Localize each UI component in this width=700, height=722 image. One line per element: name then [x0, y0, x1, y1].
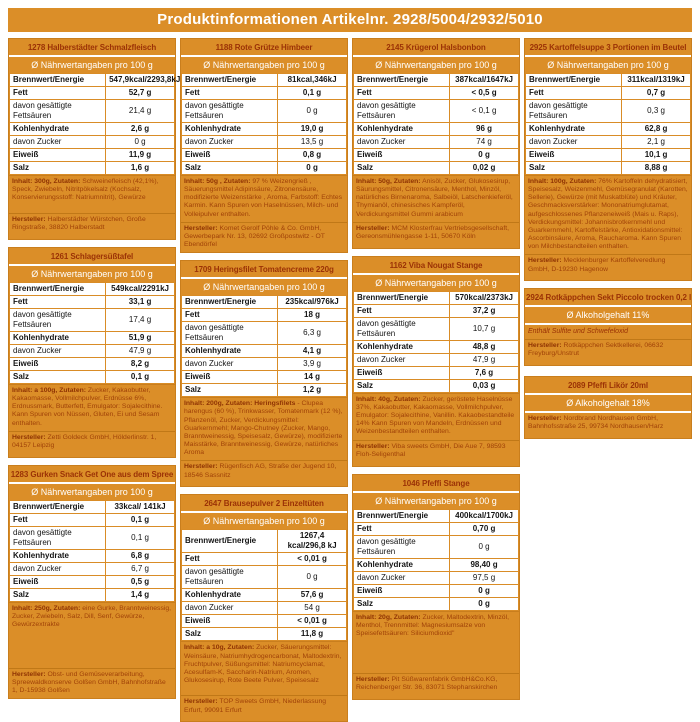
table-row: [354, 291, 519, 304]
table-row: [354, 340, 519, 353]
table-row: [182, 553, 347, 566]
table-row: [182, 589, 347, 602]
nutrition-row-label: Fett: [10, 296, 106, 309]
nutrition-row-value: 0,8 g: [278, 149, 347, 162]
table-row: [182, 87, 347, 100]
nutrition-row-value: 17,4 g: [106, 309, 175, 332]
ingredients-text: Inhalt: 40g, Zutaten: Zucker, geröstete Haselnüsse 37%, Kakaobutter, Kakaomasse, Vollmilchpulver, Emulgator: Sojalecithine, Vanillin. Kakaobestandteile 14% Kann Spuren von Mandeln, Erdnüssen und Weizenbestandteilen enthalten.: [353, 393, 519, 440]
nutrition-row-label: Salz: [526, 162, 622, 175]
nutrition-row-label: Kohlenhydrate: [182, 589, 278, 602]
nutrition-row-label: davon gesättigte Fettsäuren: [182, 100, 278, 123]
nutrition-row-value: 19,0 g: [278, 123, 347, 136]
nutrition-row-value: 10,7 g: [450, 317, 519, 340]
nutrition-row-label: Salz: [182, 162, 278, 175]
table-row: [10, 562, 175, 575]
nutrition-per-100g-label: Ø Nährwertangaben pro 100 g: [9, 266, 175, 282]
nutrition-row-value: 1,2 g: [278, 384, 347, 397]
nutrition-row-value: 4,1 g: [278, 345, 347, 358]
nutrition-row-value: 0 g: [450, 597, 519, 610]
nutrition-row-value: 96 g: [450, 123, 519, 136]
nutrition-table: [525, 73, 691, 175]
nutrition-row-value: 387kcal/1647kJ: [450, 74, 519, 87]
product-card-2647: [180, 494, 348, 722]
table-row: [10, 332, 175, 345]
product-card-title: 2925 Kartoffelsuppe 3 Portionen im Beutel: [525, 39, 691, 57]
nutrition-row-value: < 0,01 g: [278, 615, 347, 628]
column-1: [8, 38, 181, 699]
nutrition-table: [9, 282, 175, 384]
nutrition-row-label: Fett: [354, 87, 450, 100]
nutrition-per-100g-label: Ø Nährwertangaben pro 100 g: [353, 275, 519, 291]
table-row: [182, 628, 347, 641]
nutrition-row-value: 62,8 g: [622, 123, 691, 136]
nutrition-row-label: Kohlenhydrate: [182, 345, 278, 358]
product-card-title: 1278 Halberstädter Schmalzfleisch: [9, 39, 175, 57]
table-row: [182, 530, 347, 553]
product-card-title: 2089 Pfeffi Likör 20ml: [525, 377, 691, 395]
nutrition-row-label: davon gesättigte Fettsäuren: [182, 566, 278, 589]
ingredients-text: Inhalt: 50g , Zutaten: 97 % Weizengrieß , Säuerungsmittel Adipinsäure, Zitronensäure, modifizierte Weizenstärke , Aroma, Farbstoff: Echtes Karmin. Kann Spuren von Haselnüssen, Milch- und Volleipulver enthalten.: [181, 175, 347, 222]
table-row: [182, 123, 347, 136]
nutrition-row-value: < 0,01 g: [278, 553, 347, 566]
page-title: Produktinformationen Artikelnr. 2928/5004/2932/5010: [8, 8, 692, 32]
nutrition-row-value: 57,6 g: [278, 589, 347, 602]
ingredients-text: Inhalt: 200g, Zutaten: Heringsfilets - Clupea harengus (60 %), Trinkwasser, Tomatenmark (12 %), Pflanzenöl, Zucker, Verdickungsmittel: Guarkernmehl; Mango-Chutney (Zucker, Mango, Branntweinessig, Speisesalz, Gewürze), modifizierte Maisstärke, Branntweinessig, Gewürze, natürliches Aroma: [181, 397, 347, 460]
table-row: [182, 602, 347, 615]
table-row: [182, 149, 347, 162]
nutrition-row-label: Brennwert/Energie: [354, 74, 450, 87]
nutrition-row-label: Brennwert/Energie: [10, 74, 106, 87]
nutrition-row-label: davon gesättigte Fettsäuren: [10, 526, 106, 549]
table-row: [182, 358, 347, 371]
nutrition-row-value: 33,1 g: [106, 296, 175, 309]
nutrition-row-label: Kohlenhydrate: [10, 549, 106, 562]
table-row: [354, 584, 519, 597]
nutrition-per-100g-label: Ø Nährwertangaben pro 100 g: [181, 279, 347, 295]
manufacturer-text: Hersteller: Komet Gerolf Pöhle & Co. GmbH, Gewerbepark Nr. 13, 02692 Großpostwitz - OT Ebendörfel: [181, 222, 347, 252]
nutrition-row-label: davon Zucker: [10, 345, 106, 358]
ingredients-text: Inhalt: 20g, Zutaten: Zucker, Maltodextrin, Minzöl, Menthol, Trennmittel: Magnesiumsalze von Speisefettsäuren: Siliciumdioxid": [353, 611, 519, 673]
nutrition-row-label: Salz: [10, 371, 106, 384]
table-row: [182, 309, 347, 322]
product-card-title: 1046 Pfeffi Stange: [353, 475, 519, 493]
nutrition-row-label: Salz: [182, 628, 278, 641]
ingredients-text: Inhalt: 50g, Zutaten: Anisöl, Zucker, Glukosesirup, Säurungsmittel, Citronensäure, Menthol, Minzöl, natürliches Birnenaroma, Salbeiöl, Latschenkieferöl, Thymianöl, chinesisches Kampferöl, Verdickungsmittel Gummi arabicum: [353, 175, 519, 222]
table-row: [10, 549, 175, 562]
nutrition-row-value: 0 g: [278, 566, 347, 589]
nutrition-row-value: 6,8 g: [106, 549, 175, 562]
ingredients-text: Inhalt: a 100g, Zutaten: Zucker, Kakaobutter, Kakaomasse, Vollmilchpulver, Erdnüsse 6%, Erdnussmark, Butterfett, Emulgator: Sojalecithine. Kann Spuren von Nüssen, Gluten, Ei und Sesam enthalten.: [9, 384, 175, 431]
nutrition-row-value: < 0,5 g: [450, 87, 519, 100]
nutrition-row-value: 311kcal/1319kJ: [622, 74, 691, 87]
nutrition-row-value: 0 g: [106, 136, 175, 149]
nutrition-table: [9, 500, 175, 602]
nutrition-row-label: Brennwert/Energie: [10, 283, 106, 296]
nutrition-row-label: Eiweiß: [10, 358, 106, 371]
column-4: [524, 38, 692, 439]
table-row: [10, 149, 175, 162]
nutrition-row-label: davon gesättigte Fettsäuren: [354, 317, 450, 340]
nutrition-row-value: 81kcal,346kJ: [278, 74, 347, 87]
nutrition-row-value: 8,88 g: [622, 162, 691, 175]
table-row: [354, 366, 519, 379]
table-row: [10, 74, 175, 87]
nutrition-row-label: Eiweiß: [354, 584, 450, 597]
nutrition-row-label: Kohlenhydrate: [354, 558, 450, 571]
table-row: [354, 509, 519, 522]
nutrition-row-value: 0,02 g: [450, 162, 519, 175]
table-row: [182, 615, 347, 628]
nutrition-table: [353, 509, 519, 611]
nutrition-per-100g-label: Ø Nährwertangaben pro 100 g: [9, 484, 175, 500]
nutrition-row-label: Salz: [10, 588, 106, 601]
nutrition-per-100g-label: Ø Nährwertangaben pro 100 g: [181, 513, 347, 529]
manufacturer-text: Hersteller: Rotkäppchen Sektkellerei, 06632 Freyburg/Unstrut: [525, 339, 691, 365]
nutrition-row-label: davon Zucker: [10, 562, 106, 575]
table-row: [526, 100, 691, 123]
table-row: [182, 322, 347, 345]
nutrition-row-label: Salz: [354, 597, 450, 610]
nutrition-row-label: davon Zucker: [354, 571, 450, 584]
nutrition-row-value: 547,9kcal/2293,8kJ: [106, 74, 175, 87]
nutrition-row-label: Eiweiß: [354, 366, 450, 379]
table-row: [10, 162, 175, 175]
nutrition-per-100g-label: Ø Nährwertangaben pro 100 g: [181, 57, 347, 73]
nutrition-row-value: 2,6 g: [106, 123, 175, 136]
nutrition-row-label: Fett: [182, 553, 278, 566]
table-row: [354, 353, 519, 366]
table-row: [354, 571, 519, 584]
product-card-2924: [524, 288, 692, 365]
nutrition-row-label: davon gesättigte Fettsäuren: [10, 309, 106, 332]
product-card-title: 1188 Rote Grütze Himbeer: [181, 39, 347, 57]
nutrition-row-value: 0,1 g: [106, 513, 175, 526]
nutrition-row-label: davon gesättigte Fettsäuren: [182, 322, 278, 345]
nutrition-row-value: 0,70 g: [450, 522, 519, 535]
table-row: [182, 296, 347, 309]
nutrition-per-100g-label: Ø Nährwertangaben pro 100 g: [525, 57, 691, 73]
column-3: [352, 38, 520, 700]
manufacturer-text: Hersteller: MCM Klosterfrau Vertriebsgesellschaft, Gereonsmühlengasse 1-11, 50670 Köln: [353, 222, 519, 248]
product-card-1046: [352, 474, 520, 700]
product-card-1162: [352, 256, 520, 467]
nutrition-per-100g-label: Ø Nährwertangaben pro 100 g: [9, 57, 175, 73]
nutrition-row-label: Kohlenhydrate: [182, 123, 278, 136]
manufacturer-text: Hersteller: Rügenfisch AG, Straße der Jugend 10, 18546 Sassnitz: [181, 460, 347, 486]
nutrition-row-label: Eiweiß: [182, 149, 278, 162]
nutrition-row-value: 98,40 g: [450, 558, 519, 571]
nutrition-row-label: davon gesättigte Fettsäuren: [354, 100, 450, 123]
nutrition-row-label: Eiweiß: [182, 615, 278, 628]
nutrition-row-value: 97,5 g: [450, 571, 519, 584]
nutrition-row-label: Brennwert/Energie: [526, 74, 622, 87]
table-row: [354, 136, 519, 149]
table-row: [354, 74, 519, 87]
manufacturer-text: Hersteller: Nordbrand Nordhausen GmbH, Bahnhofsstraße 25, 99734 Nordhausen/Harz: [525, 413, 691, 438]
product-card-1283: [8, 465, 176, 699]
product-card-title: 1261 Schlagersüßtafel: [9, 248, 175, 266]
nutrition-row-label: davon Zucker: [10, 136, 106, 149]
table-row: [354, 597, 519, 610]
nutrition-row-value: 47,9 g: [450, 353, 519, 366]
nutrition-table: [181, 73, 347, 175]
nutrition-row-value: 54 g: [278, 602, 347, 615]
table-row: [182, 566, 347, 589]
product-card-1278: [8, 38, 181, 240]
nutrition-row-label: davon Zucker: [182, 358, 278, 371]
nutrition-row-value: 1267,4 kcal/296,8 kJ: [278, 530, 347, 553]
nutrition-row-label: Fett: [354, 304, 450, 317]
product-card-2145: [352, 38, 520, 249]
product-card-1261: [8, 247, 176, 458]
ingredients-text: Inhalt: 250g, Zutaten: eine Gurke, Branntweinessig, Zucker, Zwiebeln, Salz, Dill, Senf, Gewürze, Gewürzextrakte: [9, 602, 175, 668]
nutrition-row-value: 33kcal/ 141kJ: [106, 500, 175, 513]
nutrition-row-label: Salz: [10, 162, 106, 175]
ingredients-text: Inhalt: a 10g, Zutaten: Zucker, Säuerungsmittel: Weinsäure, Natriumhydrogencarbonat, Maltodextrin, Fruchtpulver, Süßungsmittel: Natriumcyclamat, Acesulfam-K, Saccharin-Natrium, Aromen, Glukosesirup, Rote Beete Pulver, Speisesalz: [181, 641, 347, 695]
nutrition-row-label: Kohlenhydrate: [526, 123, 622, 136]
table-row: [354, 304, 519, 317]
nutrition-row-value: 37,2 g: [450, 304, 519, 317]
nutrition-table: [181, 529, 347, 641]
nutrition-row-value: 0,3 g: [622, 100, 691, 123]
nutrition-row-value: 6,7 g: [106, 562, 175, 575]
nutrition-row-label: Kohlenhydrate: [354, 340, 450, 353]
table-row: [10, 371, 175, 384]
nutrition-row-value: 570kcal/2373kJ: [450, 291, 519, 304]
table-row: [182, 345, 347, 358]
nutrition-row-value: 14 g: [278, 371, 347, 384]
nutrition-table: [9, 73, 181, 175]
manufacturer-text: Hersteller: TOP Sweets GmbH, Niederlassung Erfurt, 99091 Erfurt: [181, 695, 347, 721]
table-row: [354, 558, 519, 571]
product-card-title: 1162 Viba Nougat Stange: [353, 257, 519, 275]
nutrition-row-value: 400kcal/1700kJ: [450, 509, 519, 522]
table-row: [10, 309, 175, 332]
nutrition-row-value: 21,4 g: [106, 100, 175, 123]
manufacturer-text: Hersteller: Viba sweets GmbH, Die Aue 7, 98593 Floh-Seligenthal: [353, 440, 519, 466]
nutrition-row-value: 0,1 g: [106, 371, 175, 384]
table-row: [526, 74, 691, 87]
table-row: [354, 317, 519, 340]
nutrition-row-label: davon gesättigte Fettsäuren: [354, 535, 450, 558]
nutrition-row-label: Fett: [182, 87, 278, 100]
ingredients-text: Inhalt: 100g, Zutaten: 76% Kartoffeln dehydratisiert, Speisesalz, Weizenmehl, Gemüsegranulat (Karotten, Sellerie), Gewürze (mit Muskatblüte) und Kräuter, Geschmacksverstärker: Mononatriumglutamat, aufgeschlossenes Pflanzeneiweiß (Mais u. Raps), Verdickungsmittel: Johannisbrotkernmehl und Guarkernmehl, Kartoffelstärke, Antioxidationsmittel: Ascorbinsäure, Aroma, Raucharoma. Kann Spuren von Milchbestandteilen enthalten.: [525, 175, 691, 254]
nutrition-row-label: davon Zucker: [354, 136, 450, 149]
nutrition-row-value: 51,9 g: [106, 332, 175, 345]
nutrition-row-value: 52,7 g: [106, 87, 175, 100]
table-row: [10, 526, 175, 549]
table-row: [10, 123, 175, 136]
nutrition-row-value: 0 g: [450, 149, 519, 162]
manufacturer-text: Hersteller: Mecklenburger Kartoffelveredlung GmbH, D-19230 Hagenow: [525, 254, 691, 280]
nutrition-row-value: 11,9 g: [106, 149, 175, 162]
nutrition-row-value: 235kcal/976kJ: [278, 296, 347, 309]
table-row: [526, 136, 691, 149]
nutrition-row-label: Fett: [354, 522, 450, 535]
nutrition-row-label: Eiweiß: [10, 575, 106, 588]
nutrition-per-100g-label: Ø Nährwertangaben pro 100 g: [353, 57, 519, 73]
table-row: [10, 513, 175, 526]
nutrition-row-value: 3,9 g: [278, 358, 347, 371]
nutrition-row-value: 1,4 g: [106, 588, 175, 601]
nutrition-table: [181, 295, 347, 397]
nutrition-row-label: davon Zucker: [182, 136, 278, 149]
nutrition-row-value: 48,8 g: [450, 340, 519, 353]
product-card-title: 1709 Heringsfilet Tomatencreme 220g: [181, 261, 347, 279]
nutrition-row-label: Brennwert/Energie: [182, 530, 278, 553]
nutrition-row-value: 7,6 g: [450, 366, 519, 379]
nutrition-row-label: Fett: [10, 87, 106, 100]
nutrition-row-value: 0 g: [450, 584, 519, 597]
nutrition-row-label: Kohlenhydrate: [354, 123, 450, 136]
nutrition-row-label: Eiweiß: [354, 149, 450, 162]
manufacturer-text: Hersteller: Zetti Goldeck GmbH, Hölderlinstr. 1, 04157 Leipzig: [9, 431, 175, 457]
nutrition-row-label: Salz: [354, 162, 450, 175]
table-row: [10, 296, 175, 309]
manufacturer-text: Hersteller: Obst- und Gemüseverarbeitung, Spreewaldkonserve Golßen GmbH, Bahnhofstraße 1, D-15938 Golßen: [9, 668, 175, 698]
table-row: [526, 162, 691, 175]
nutrition-row-value: 0 g: [278, 100, 347, 123]
product-card-1709: [180, 260, 348, 487]
table-row: [10, 136, 175, 149]
table-row: [354, 162, 519, 175]
nutrition-row-label: Eiweiß: [526, 149, 622, 162]
table-row: [10, 575, 175, 588]
nutrition-row-value: 13,5 g: [278, 136, 347, 149]
nutrition-row-label: Brennwert/Energie: [182, 74, 278, 87]
nutrition-row-label: Brennwert/Energie: [182, 296, 278, 309]
table-row: [526, 87, 691, 100]
product-card-title: 2647 Brausepulver 2 Einzeltüten: [181, 495, 347, 513]
table-row: [182, 371, 347, 384]
product-card-title: 2145 Krügerol Halsbonbon: [353, 39, 519, 57]
nutrition-row-value: 47,9 g: [106, 345, 175, 358]
nutrition-row-value: 1,6 g: [106, 162, 175, 175]
nutrition-row-value: 74 g: [450, 136, 519, 149]
table-row: [354, 379, 519, 392]
nutrition-row-label: davon Zucker: [354, 353, 450, 366]
nutrition-row-value: 0 g: [278, 162, 347, 175]
table-row: [10, 358, 175, 371]
product-card-2925: [524, 38, 692, 281]
table-row: [10, 283, 175, 296]
ingredients-text: Inhalt: 300g, Zutaten: Schweinefleisch (42,1%), Speck, Zwiebeln, Nitritpökelsalz (Kochsalz, Konservierungsstoff: Natriumnitrit), Gewürze: [9, 175, 175, 213]
table-row: [354, 149, 519, 162]
table-row: [182, 136, 347, 149]
nutrition-row-value: 18 g: [278, 309, 347, 322]
nutrition-per-100g-label: Ø Nährwertangaben pro 100 g: [353, 493, 519, 509]
table-row: [10, 87, 175, 100]
column-2: [180, 38, 348, 722]
nutrition-row-label: Salz: [354, 379, 450, 392]
allergen-note: Enthält Sulfite und Schwefeloxid: [525, 325, 691, 338]
nutrition-row-value: 0,7 g: [622, 87, 691, 100]
product-card-title: 2924 Rotkäppchen Sekt Piccolo trocken 0,2 l: [525, 289, 691, 307]
table-row: [10, 500, 175, 513]
nutrition-row-label: davon Zucker: [182, 602, 278, 615]
nutrition-row-value: 0,5 g: [106, 575, 175, 588]
nutrition-row-value: 6,3 g: [278, 322, 347, 345]
table-row: [354, 100, 519, 123]
manufacturer-text: Hersteller: Halberstädter Würstchen, Große Ringstraße, 38820 Halberstadt: [9, 213, 175, 239]
table-row: [10, 345, 175, 358]
nutrition-row-label: davon gesättigte Fettsäuren: [10, 100, 106, 123]
nutrition-row-label: Fett: [182, 309, 278, 322]
alcohol-content-label: Ø Alkoholgehalt 18%: [525, 395, 691, 413]
nutrition-row-value: 0 g: [450, 535, 519, 558]
nutrition-row-label: davon Zucker: [526, 136, 622, 149]
nutrition-row-value: 2,1 g: [622, 136, 691, 149]
nutrition-row-label: Fett: [526, 87, 622, 100]
nutrition-table: [353, 73, 519, 175]
table-row: [354, 535, 519, 558]
nutrition-row-value: 549kcal/2291kJ: [106, 283, 175, 296]
table-row: [354, 123, 519, 136]
table-row: [182, 74, 347, 87]
nutrition-row-label: Fett: [10, 513, 106, 526]
product-card-2089: [524, 376, 692, 439]
table-row: [354, 87, 519, 100]
nutrition-row-label: Eiweiß: [10, 149, 106, 162]
table-row: [182, 100, 347, 123]
nutrition-row-value: 0,1 g: [278, 87, 347, 100]
product-grid: [8, 38, 692, 722]
nutrition-row-label: Brennwert/Energie: [354, 509, 450, 522]
nutrition-row-label: Salz: [182, 384, 278, 397]
nutrition-row-label: Brennwert/Energie: [10, 500, 106, 513]
alcohol-content-label: Ø Alkoholgehalt 11%: [525, 307, 691, 325]
nutrition-row-label: Eiweiß: [182, 371, 278, 384]
nutrition-row-value: < 0,1 g: [450, 100, 519, 123]
nutrition-row-value: 8,2 g: [106, 358, 175, 371]
nutrition-row-value: 0,1 g: [106, 526, 175, 549]
table-row: [354, 522, 519, 535]
nutrition-row-label: Kohlenhydrate: [10, 332, 106, 345]
product-card-1188: [180, 38, 348, 253]
table-row: [10, 100, 175, 123]
nutrition-row-value: 10,1 g: [622, 149, 691, 162]
table-row: [526, 149, 691, 162]
manufacturer-text: Hersteller: Pit Süßwarenfabrik GmbH&Co.KG, Reichenberger Str. 36, 83071 Stephanskirchen: [353, 673, 519, 699]
product-card-title: 1283 Gurken Snack Get One aus dem Spree: [9, 466, 175, 484]
nutrition-row-value: 11,8 g: [278, 628, 347, 641]
nutrition-row-label: Kohlenhydrate: [10, 123, 106, 136]
nutrition-row-label: Brennwert/Energie: [354, 291, 450, 304]
table-row: [182, 162, 347, 175]
nutrition-row-value: 0,03 g: [450, 379, 519, 392]
nutrition-table: [353, 291, 519, 393]
table-row: [526, 123, 691, 136]
table-row: [10, 588, 175, 601]
table-row: [182, 384, 347, 397]
nutrition-row-label: davon gesättigte Fettsäuren: [526, 100, 622, 123]
